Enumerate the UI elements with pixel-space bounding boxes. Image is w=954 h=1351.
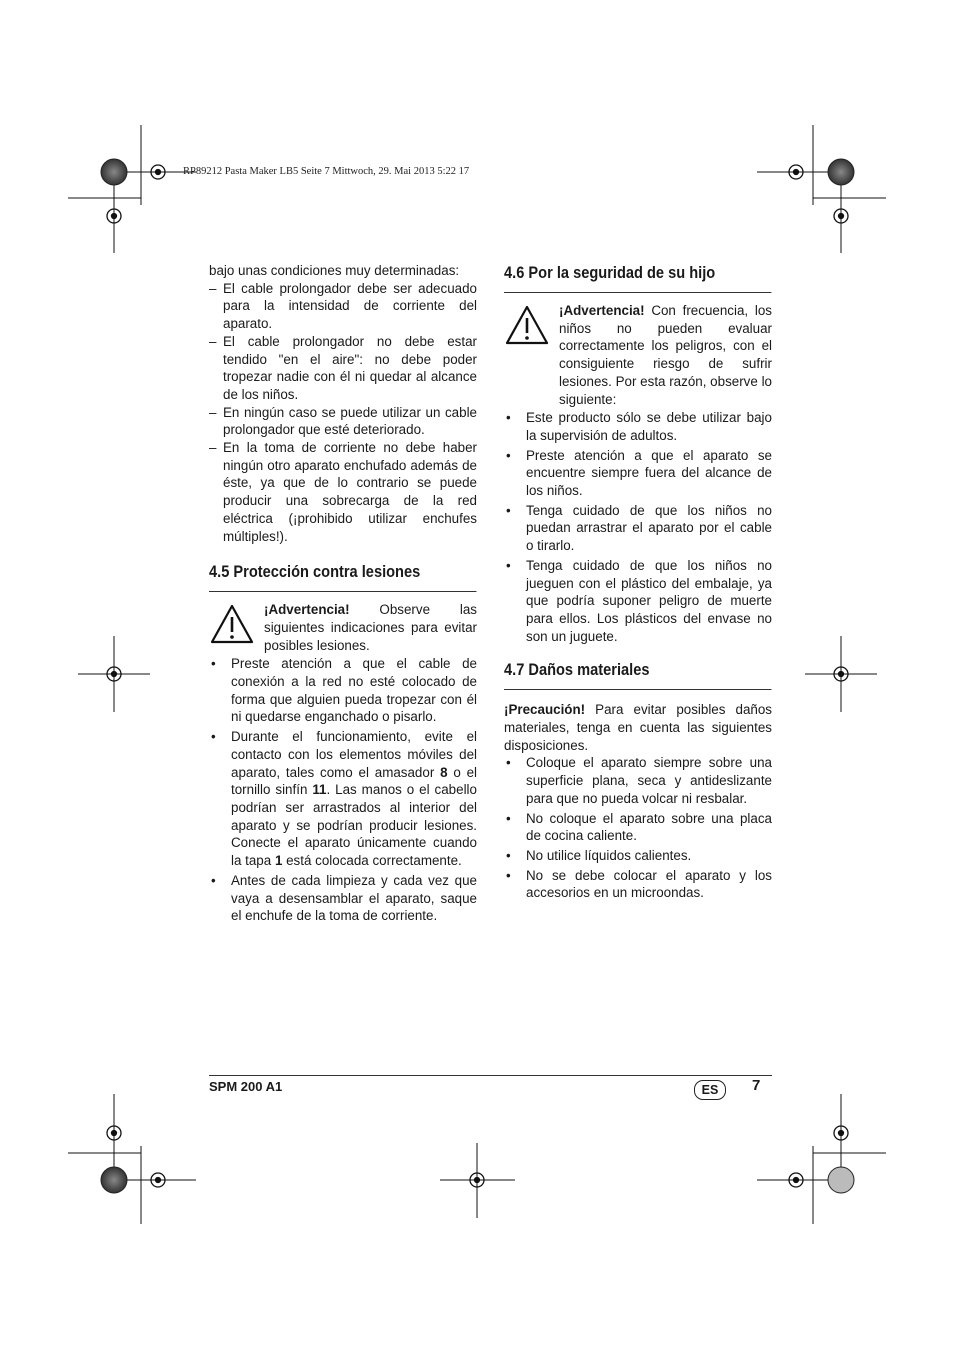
dash-item: – En la toma de corriente no debe haber ningún otro aparato enchufado además de éste, ya que de lo contrario se puede producir una sobrecarga de la red eléctrica (¡prohibido utilizar enchufes múltiples!). <box>223 439 477 545</box>
material-damage-list <box>504 754 772 902</box>
warning-triangle-icon <box>504 304 550 346</box>
caution-body: Para evitar posibles daños materiales, tenga en cuenta las siguientes disposiciones. <box>504 702 772 753</box>
left-column <box>209 262 477 927</box>
warning-label: ¡Advertencia! <box>264 602 350 618</box>
bullet-item: • Preste atención a que el cable de conexión a la red no esté colocado de forma que alguien pueda tropezar con él ni quedarse enganchado o pisarlo. <box>231 655 477 726</box>
footer-model-number: SPM 200 A1 <box>209 1079 283 1094</box>
bullet-item: • Este producto sólo se debe utilizar bajo la supervisión de adultos. <box>526 409 772 444</box>
warning-triangle-icon <box>209 603 255 645</box>
dash-item: – El cable prolongador no debe estar tendido "en el aire": no debe poder tropezar nadie con él ni quedar al alcance de los niños. <box>223 333 477 404</box>
bullet-item: • Preste atención a que el aparato se encuentre siempre fuera del alcance de los niños. <box>526 447 772 500</box>
page-number: 7 <box>752 1077 761 1094</box>
injury-protection-list <box>209 655 477 925</box>
print-slug-header: RP89212 Pasta Maker LB5 Seite 7 Mittwoch, 29. Mai 2013 5:22 17 <box>183 166 470 177</box>
warning-block <box>209 601 477 654</box>
section-heading-4-5: 4.5 Protección contra lesiones <box>209 561 476 592</box>
warning-text <box>559 302 772 408</box>
intro-text: bajo unas condiciones muy determinadas: <box>209 263 460 278</box>
extension-cable-conditions-list <box>209 280 477 546</box>
warning-body: Observe las siguientes indicaciones para evitar posibles lesiones. <box>264 602 477 653</box>
caution-label: ¡Precaución! <box>504 702 586 718</box>
warning-label: ¡Advertencia! <box>559 303 645 318</box>
warning-body: Con frecuencia, los niños no pueden evaluar correctamente los peligros, con el consiguiente riesgo de sufrir lesiones. Por esta razón, observe lo siguiente: <box>559 303 772 407</box>
bullet-item: • No se debe colocar el aparato y los accesorios en un microondas. <box>526 867 772 902</box>
bullet-item-moving-parts: • Durante el funcionamiento, evite el contacto con los elementos móviles del aparato, tales como el amasador 8 o el tornillo sinfín 11. Las manos o el cabello podrían ser arrastrados al interior del aparato y se podrían producir lesiones. Conecte el aparato únicamente cuando la tapa 1 está colocada correctamente. <box>231 728 477 870</box>
dash-item: – En ningún caso se puede utilizar un cable prolongador que esté deteriorado. <box>223 404 477 439</box>
dash-item: – El cable prolongador debe ser adecuado para la intensidad de corriente del aparato. <box>223 280 477 333</box>
section-heading-4-6: 4.6 Por la seguridad de su hijo <box>504 262 771 293</box>
right-column <box>504 262 772 904</box>
bullet-item: • Coloque el aparato siempre sobre una superficie plana, seca y antideslizante para que no pueda volcar ni resbalar. <box>526 754 772 807</box>
warning-text <box>264 601 477 654</box>
child-safety-list <box>504 409 772 645</box>
bullet-item: • No utilice líquidos calientes. <box>526 847 772 865</box>
bullet-item: • Antes de cada limpieza y cada vez que vaya a desensamblar el aparato, saque el enchufe de la toma de corriente. <box>231 872 477 925</box>
bullet-item: • Tenga cuidado de que los niños no jueguen con el plástico del embalaje, ya que podría suponer peligro de muerte para ellos. Los plásticos del envase no son un juguete. <box>526 557 772 646</box>
section-heading-4-7: 4.7 Daños materiales <box>504 659 771 690</box>
footer-rule <box>209 1075 772 1076</box>
language-badge: ES <box>694 1080 726 1100</box>
caution-text <box>504 701 772 754</box>
bullet-item: • Tenga cuidado de que los niños no puedan arrastrar el aparato por el cable o tirarlo. <box>526 502 772 555</box>
bullet-item: • No coloque el aparato sobre una placa de cocina caliente. <box>526 810 772 845</box>
child-warning-block <box>504 302 772 408</box>
